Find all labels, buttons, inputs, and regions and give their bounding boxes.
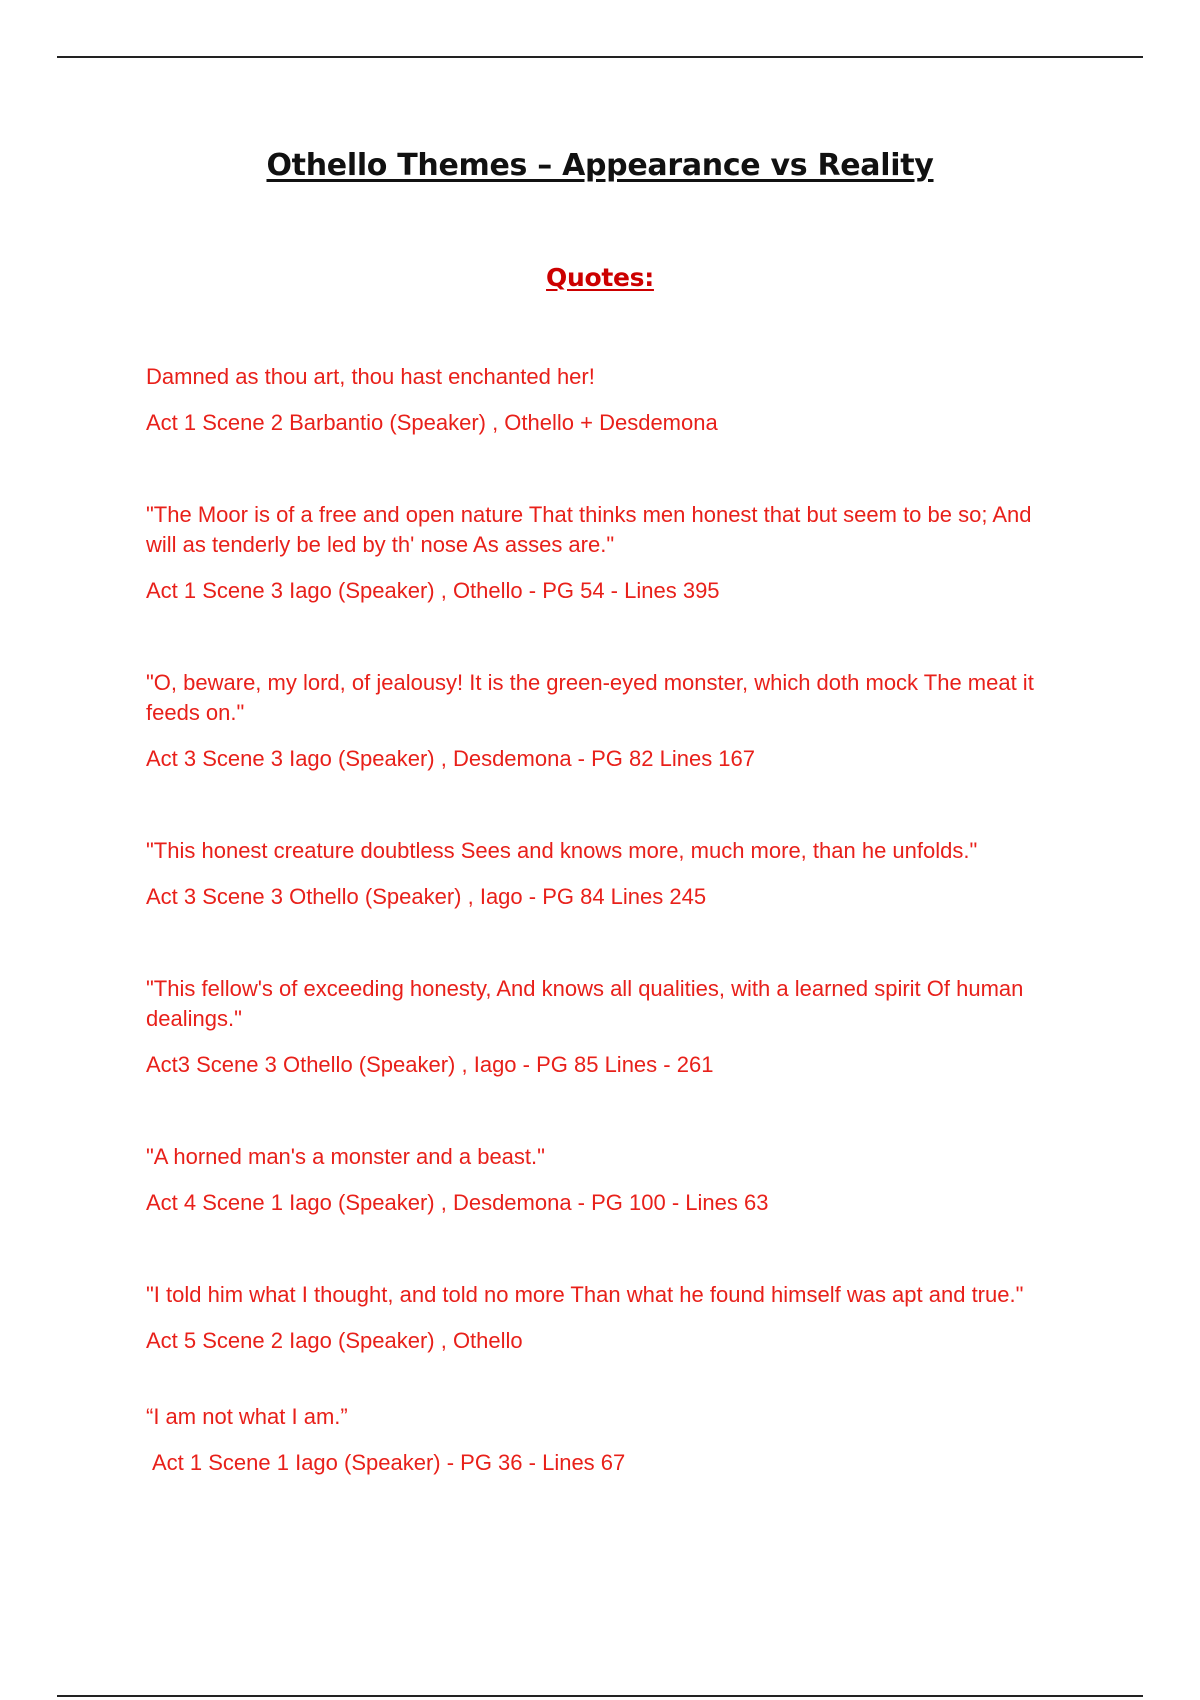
quote-item [146,362,1066,438]
quote-item [146,500,1066,606]
quote-text: "A horned man's a monster and a beast." [146,1144,545,1169]
quote-reference: Act 4 Scene 1 Iago (Speaker) , Desdemona - PG 100 - Lines 63 [146,1190,769,1215]
quote-item [146,1142,1066,1218]
section-heading-quotes: Quotes: [546,263,654,292]
quote-reference: Act 3 Scene 3 Iago (Speaker) , Desdemona - PG 82 Lines 167 [146,746,756,771]
quote-item [146,974,1066,1080]
quote-reference: Act 1 Scene 2 Barbantio (Speaker) , Othello + Desdemona [146,410,718,435]
quote-item [146,1402,1066,1478]
quote-text: Damned as thou art, thou hast enchanted her! [146,364,595,389]
page-title: Othello Themes – Appearance vs Reality [266,148,934,183]
quote-reference: Act 1 Scene 1 Iago (Speaker) - PG 36 - Lines 67 [152,1450,626,1475]
quote-text: "I told him what I thought, and told no more Than what he found himself was apt and true." [146,1282,1024,1307]
quote-text: "This fellow's of exceeding honesty, And knows all qualities, with a learned spirit Of human dealings." [146,976,1024,1031]
quote-reference: Act3 Scene 3 Othello (Speaker) , Iago - PG 85 Lines - 261 [146,1052,714,1077]
quote-text: "This honest creature doubtless Sees and knows more, much more, than he unfolds." [146,838,978,863]
quote-text: "O, beware, my lord, of jealousy! It is the green-eyed monster, which doth mock The meat it feeds on." [146,670,1034,725]
bottom-rule [57,1695,1143,1697]
quote-text: “I am not what I am.” [146,1404,348,1429]
top-rule [57,56,1143,58]
quote-reference: Act 1 Scene 3 Iago (Speaker) , Othello - PG 54 - Lines 395 [146,578,720,603]
quote-item [146,836,1066,912]
quote-item [146,1280,1066,1356]
quote-text: "The Moor is of a free and open nature That thinks men honest that but seem to be so; And will as tenderly be led by th' nose As asses are." [146,502,1032,557]
quote-reference: Act 3 Scene 3 Othello (Speaker) , Iago - PG 84 Lines 245 [146,884,707,909]
quote-list [146,362,1066,1478]
quote-reference: Act 5 Scene 2 Iago (Speaker) , Othello [146,1328,523,1353]
quote-item [146,668,1066,774]
